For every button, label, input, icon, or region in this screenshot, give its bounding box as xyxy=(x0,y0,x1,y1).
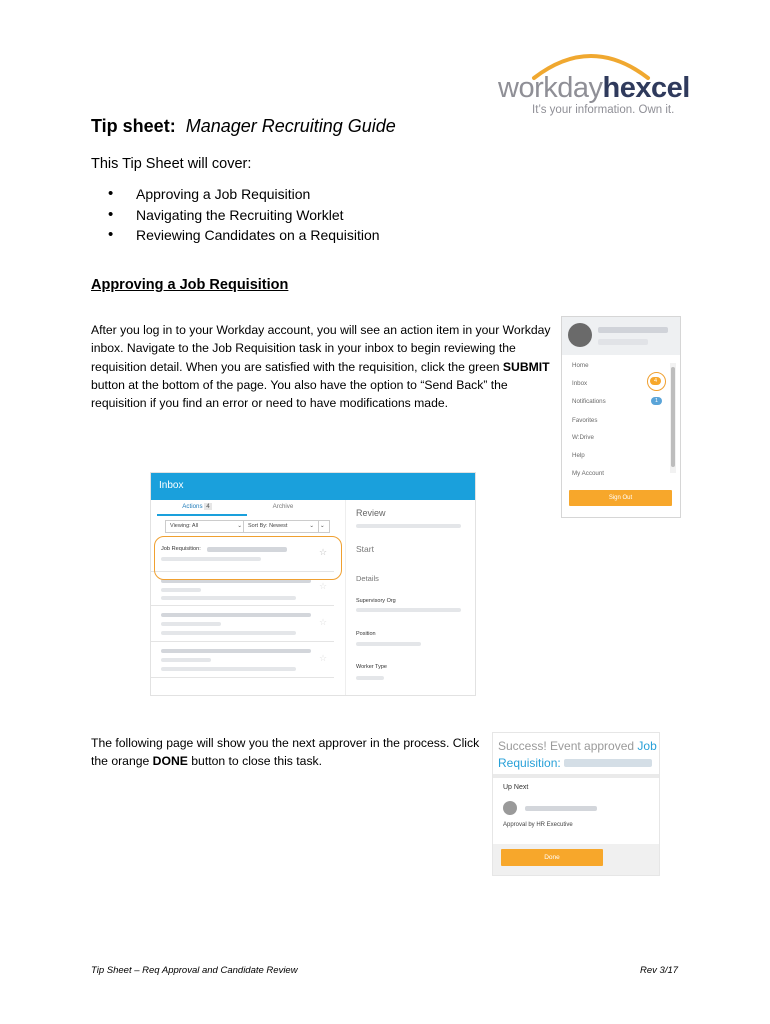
viewing-label: Viewing: All xyxy=(170,523,199,529)
title-subtitle: Manager Recruiting Guide xyxy=(185,116,396,136)
star-icon[interactable]: ☆ xyxy=(319,617,328,627)
title-label: Tip sheet: xyxy=(91,116,176,136)
worker-type-label: Worker Type xyxy=(356,664,387,670)
inbox-screenshot xyxy=(150,472,476,696)
para2-text-a: The following page will show you the next approver in the process. Click the orange xyxy=(91,736,480,769)
section-heading: Approving a Job Requisition xyxy=(91,277,289,293)
success-screenshot xyxy=(492,732,660,876)
supervisory-org-label: Supervisory Org xyxy=(356,598,396,604)
cover-list-item: • Reviewing Candidates on a Requisition xyxy=(108,227,380,248)
inbox-list-pane xyxy=(151,500,334,695)
blurred-text xyxy=(161,631,296,635)
blurred-text xyxy=(161,613,311,617)
logo-tagline: It’s your information. Own it. xyxy=(532,104,675,116)
blurred-text xyxy=(564,759,652,767)
inbox-title: Inbox xyxy=(159,480,184,491)
blurred-text xyxy=(161,622,221,626)
menu-item-inbox[interactable]: Inbox xyxy=(572,380,588,387)
menu-item-favorites[interactable]: Favorites xyxy=(572,417,598,424)
inbox-badge: 4 xyxy=(650,377,661,385)
sort-label: Sort By: Newest xyxy=(248,523,288,529)
menu-item-home[interactable]: Home xyxy=(572,362,589,369)
star-icon[interactable]: ☆ xyxy=(319,653,328,663)
menu-item-help[interactable]: Help xyxy=(572,452,585,459)
star-icon[interactable]: ☆ xyxy=(319,547,328,557)
sort-dropdown[interactable] xyxy=(243,520,319,533)
approval-by-label: Approval by HR Executive xyxy=(503,822,573,828)
inbox-header-bar xyxy=(151,473,475,500)
chevron-down-icon: ⌄ xyxy=(309,523,314,529)
chevron-down-icon: ⌄ xyxy=(237,523,242,529)
blurred-text xyxy=(161,596,296,600)
blurred-name xyxy=(598,327,668,333)
review-pane xyxy=(345,500,476,695)
cover-heading: This Tip Sheet will cover: xyxy=(91,156,252,172)
up-next-label: Up Next xyxy=(503,784,529,791)
done-instructions-paragraph xyxy=(91,734,481,771)
position-label: Position xyxy=(356,631,376,637)
blurred-text xyxy=(356,642,421,646)
footer-right: Rev 3/17 xyxy=(640,965,679,976)
success-requisition: Requisition: xyxy=(498,755,561,770)
done-button[interactable]: Done xyxy=(501,849,603,866)
success-message xyxy=(498,738,658,771)
success-job: Job xyxy=(637,739,657,753)
chevron-down-icon: ⌄ xyxy=(320,523,325,529)
divider xyxy=(493,774,659,778)
star-icon[interactable]: ☆ xyxy=(319,581,328,591)
blurred-text xyxy=(161,649,311,653)
sign-out-button[interactable]: Sign Out xyxy=(569,490,672,506)
viewing-dropdown[interactable] xyxy=(165,520,247,533)
logo-word-hexcel: hexcel xyxy=(602,72,690,104)
menu-item-wdrive[interactable]: W:Drive xyxy=(572,434,594,441)
avatar xyxy=(503,801,517,815)
row-job-requisition: Job Requisition: xyxy=(161,546,201,552)
table-row[interactable] xyxy=(151,641,334,678)
tab-actions[interactable] xyxy=(157,503,237,510)
start-label: Start xyxy=(356,544,374,554)
job-requisition-highlight xyxy=(154,536,342,580)
menu-scrollbar-thumb[interactable] xyxy=(671,367,675,467)
blurred-text xyxy=(161,667,296,671)
blurred-text xyxy=(356,676,384,680)
para1-text-c: button at the bottom of the page. You also have the option to “Send Back” the requisition if you find an error or need to have modifications made. xyxy=(91,377,508,411)
side-menu-screenshot xyxy=(561,316,681,518)
cover-list xyxy=(108,186,380,248)
blurred-name xyxy=(525,806,597,811)
blurred-text xyxy=(161,588,201,592)
para2-text-c: button to close this task. xyxy=(187,754,323,769)
instructions-paragraph xyxy=(91,321,551,412)
menu-profile-header xyxy=(562,317,680,355)
tab-actions-label: Actions xyxy=(182,503,203,510)
blurred-title xyxy=(598,339,648,345)
para1-text-a: After you log in to your Workday account, you will see an action item in your Workday inbox. Navigate to the Job Requisition task in your inbox to begin reviewing the requisition detail. When you are satisfied with the requisition, click the green xyxy=(91,323,551,374)
blurred-text xyxy=(161,658,211,662)
filter-dropdown[interactable] xyxy=(318,520,330,533)
table-row[interactable] xyxy=(151,605,334,642)
menu-item-my-account[interactable]: My Account xyxy=(572,470,604,477)
logo-wordmark xyxy=(498,72,690,105)
para1-submit: SUBMIT xyxy=(502,359,550,374)
page-title xyxy=(91,116,396,137)
active-tab-underline xyxy=(157,514,247,516)
menu-item-notifications[interactable]: Notifications xyxy=(572,398,606,405)
cover-list-item: • Navigating the Recruiting Worklet xyxy=(108,207,380,228)
footer-left: Tip Sheet – Req Approval and Candidate Review xyxy=(91,965,298,976)
tab-actions-count: 4 xyxy=(206,503,210,510)
logo-word-workday: workday xyxy=(498,72,603,104)
footer-bar xyxy=(493,844,659,875)
blurred-text xyxy=(356,608,461,612)
avatar xyxy=(568,323,592,347)
para2-done: DONE xyxy=(152,754,188,769)
blurred-text xyxy=(356,524,461,528)
success-text: Success! Event approved xyxy=(498,739,635,753)
tab-archive[interactable]: Archive xyxy=(272,503,294,510)
review-title: Review xyxy=(356,508,386,518)
workday-hexcel-logo xyxy=(498,44,688,116)
cover-list-item: • Approving a Job Requisition xyxy=(108,186,380,207)
details-label: Details xyxy=(356,574,379,583)
notifications-badge: 1 xyxy=(651,397,662,405)
